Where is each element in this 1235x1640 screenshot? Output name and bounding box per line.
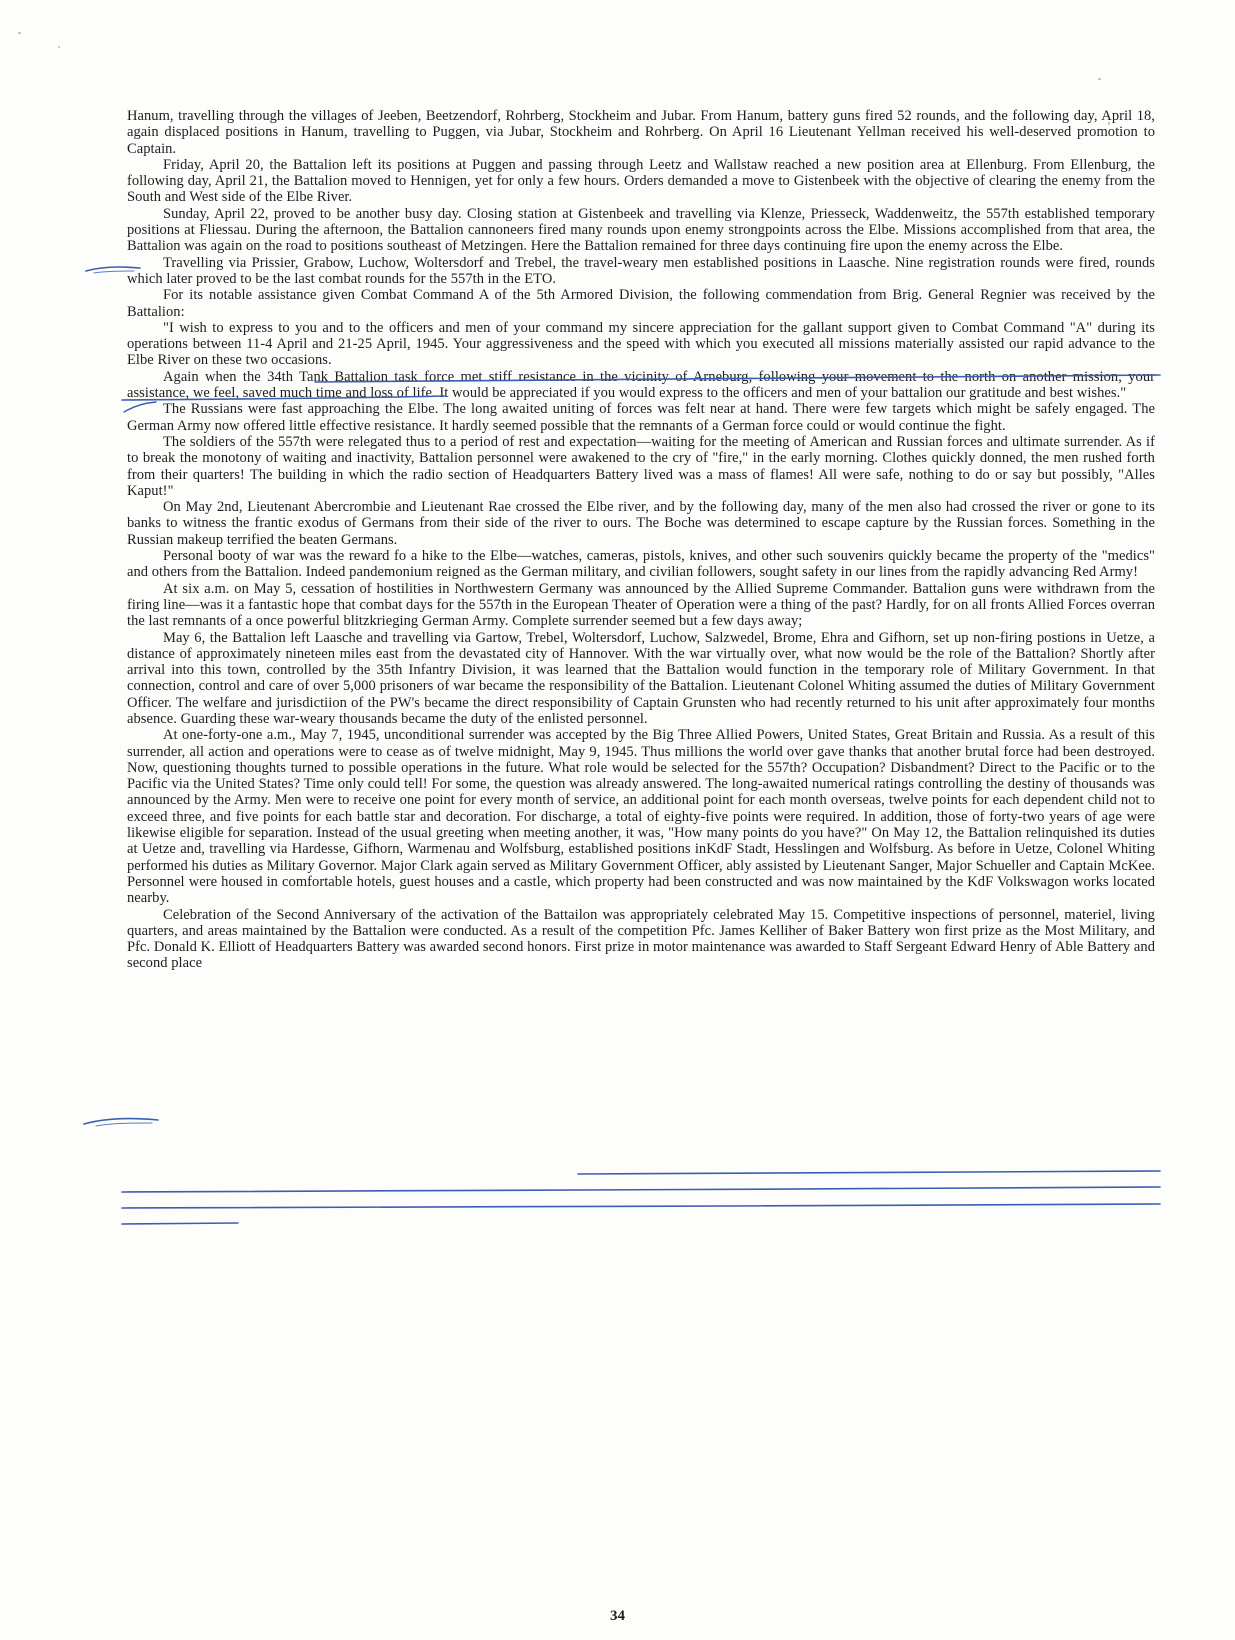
article-body [127, 108, 1155, 972]
paragraph: "I wish to express to you and to the officers and men of your command my sincere appreciation for the gallant support given to Combat Command "A" during its operations between 11-4 April and 21-25 April, 1945. Your aggressiveness and the speed with which you executed all missions materially assisted our rapid advance to the Elbe River on these two occasions. [127, 319, 1155, 369]
paragraph: May 6, the Battalion left Laasche and travelling via Gartow, Trebel, Woltersdorf, Luchow, Salzwedel, Brome, Ehra and Gifhorn, set up non-firing postions in Uetze, a distance of approximately nineteen miles east from the devastated city of Hannover. With the war virtually over, what now would be the role of the Battalion? Shortly after arrival into this town, controlled by the 35th Infantry Division, it was learned that the Battalion would function in the temporary role of Military Government. In that connection, control and care of over 5,000 prisoners of war became the responsibility of the Battalion. Lieutenant Colonel Whiting assumed the duties of Military Government Officer. The welfare and jurisdictiion of the PW's became the direct responsibility of Captain Grunsten who had recently returned to his unit after approximately four months absence. Guarding these war-weary thousands became the duty of the enlisted personnel. [127, 629, 1155, 727]
pen-underline-future-role [120, 1170, 1170, 1240]
paragraph: Hanum, travelling through the villages of Jeeben, Beetzendorf, Rohrberg, Stockheim and Jubar. From Hanum, battery guns fired 52 rounds, and the following day, April 18, again displaced positions in Hanum, travelling to Puggen, via Jubar, Stockheim and Rohrberg. On April 16 Lieutenant Yellman received his well-deserved promotion to Captain. [127, 108, 1155, 157]
scan-speck [58, 46, 60, 48]
scan-speck [18, 32, 21, 34]
paragraph: The Russians were fast approaching the Elbe. The long awaited uniting of forces was felt near at hand. There were few targets which might be safely engaged. The German Army now offered little effective resistance. It hardly seemed possible that the remnants of a German force could or would continue the fight. [127, 401, 1155, 434]
paragraph: Travelling via Prissier, Grabow, Luchow, Woltersdorf and Trebel, the travel-weary men established positions in Laasche. Nine registration rounds were fired, rounds which later proved to be the last combat rounds for the 557th in the ETO. [127, 254, 1155, 287]
paragraph: For its notable assistance given Combat Command A of the 5th Armored Division, the following commendation from Brig. General Regnier was received by the Battalion: [127, 287, 1155, 320]
pen-margin-mark-may7 [82, 1114, 162, 1128]
paragraph: Again when the 34th Tank Battalion task force met stiff resistance in the vicinity of Arneburg, following your movement to the north on another mission, your assistance, we feel, saved much time and loss of life. It would be appreciated if you would express to the officers and men of your battalion our gratitude and best wishes." [127, 368, 1155, 402]
paragraph: At six a.m. on May 5, cessation of hostilities in Northwestern Germany was announced by the Allied Supreme Commander. Battalion guns were withdrawn from the firing line—was it a fantastic hope that combat days for the 557th in the European Theater of Operation were a thing of the past? Hardly, for on all fronts Allied Forces overran the last remnants of a once powerful blitzkrieging German Army. Complete surrender seemed but a few days away; [127, 580, 1155, 630]
paragraph: The soldiers of the 557th were relegated thus to a period of rest and expectation—waiting for the meeting of American and Russian forces and ultimate surrender. As if to break the monotony of waiting and inactivity, Battalion personnel were awakened to the cry of "fire," in the early morning. Clothes quickly donned, the men rushed forth from their quarters! The building in which the radio section of Headquarters Battery lived was a mass of flames! All were safe, nothing to do or say but possibly, "Alles Kaput!" [127, 433, 1155, 499]
scan-speck [1098, 78, 1101, 80]
paragraph: On May 2nd, Lieutenant Abercrombie and Lieutenant Rae crossed the Elbe river, and by the following day, many of the men also had crossed the river or gone to its banks to witness the frantic exodus of Germans from their side of the river to ours. The Boche was determined to escape capture by the Russian forces. Something in the Russian makeup terrified the beaten Germans. [127, 499, 1155, 548]
paragraph: Sunday, April 22, proved to be another busy day. Closing station at Gistenbeek and travelling via Klenze, Priesseck, Waddenweitz, the 557th established temporary positions at Fliessau. During the afternoon, the Battalion cannoneers fired many rounds upon enemy strongpoints across the Elbe. Missions accomplished from that area, the Battalion was again on the road to positions southeast of Metzingen. Here the Battalion remained for three days continuing fire upon the enemy across the Elbe. [127, 205, 1155, 255]
paragraph: At one-forty-one a.m., May 7, 1945, unconditional surrender was accepted by the Big Three Allied Powers, United States, Great Britain and Russia. As a result of this surrender, all action and operations were to cease as of twelve midnight, May 9, 1945. Thus millions the world over gave thanks that another brutal force had been destroyed. Now, questioning thoughts turned to possible operations in the future. What role would be selected for the 557th? Occupation? Disbandment? Direct to the Pacific or to the Pacific via the United States? Time only could tell! For some, the question was already answered. The long-awaited numerical ratings controlling the destiny of thousands was announced by the Army. Men were to receive one point for every month of service, an additional point for each month overseas, twelve points for each dependent child not to exceed three, and five points for each battle star and decoration. For discharge, a total of eighty-five points were required. In addition, those of forty-two years of age were likewise eligible for separation. Instead of the usual greeting when meeting another, it was, "How many points do you have?" On May 12, the Battalion relinquished its duties at Uetze and, travelling via Hardesse, Gifhorn, Warmenau and Wolfsburg, established positions inKdF Stadt, Hesslingen and Wolfsburg. As before in Uetze, Colonel Whiting performed his duties as Military Governor. Major Clark again served as Military Government Officer, ably assisted by Lieutenant Sanger, Major Schueller and Captain McKee. Personnel were housed in comfortable hotels, guest houses and a castle, which property had been constructed and was now maintained by the KdF Volkswagon works located nearby. [127, 727, 1155, 907]
paragraph: Celebration of the Second Anniversary of the activation of the Battailon was appropriately celebrated May 15. Competitive inspections of personnel, materiel, living quarters, and areas maintained by the Battalion were conducted. As a result of the competition Pfc. James Kelliher of Baker Battery won first prize as the Most Military, and Pfc. Donald K. Elliott of Headquarters Battery was awarded second honors. First prize in motor maintenance was awarded to Staff Sergeant Edward Henry of Able Battery and second place [127, 906, 1155, 972]
paragraph: Friday, April 20, the Battalion left its positions at Puggen and passing through Leetz and Wallstaw reached a new position area at Ellenburg. From Ellenburg, the following day, April 21, the Battalion moved to Hennigen, yet for only a few hours. Orders demanded a move to Gistenbeek with the objective of clearing the enemy from the South and West side of the Elbe River. [127, 156, 1155, 206]
page-number: 34 [610, 1608, 625, 1624]
paragraph: Personal booty of war was the reward fo a hike to the Elbe—watches, cameras, pistols, knives, and other such souvenirs quickly became the property of the "medics" and others from the Battalion. Indeed pandemonium reigned as the German military, and civilian followers, sought safety in our lines from the rapidly advancing Red Army! [127, 548, 1155, 581]
